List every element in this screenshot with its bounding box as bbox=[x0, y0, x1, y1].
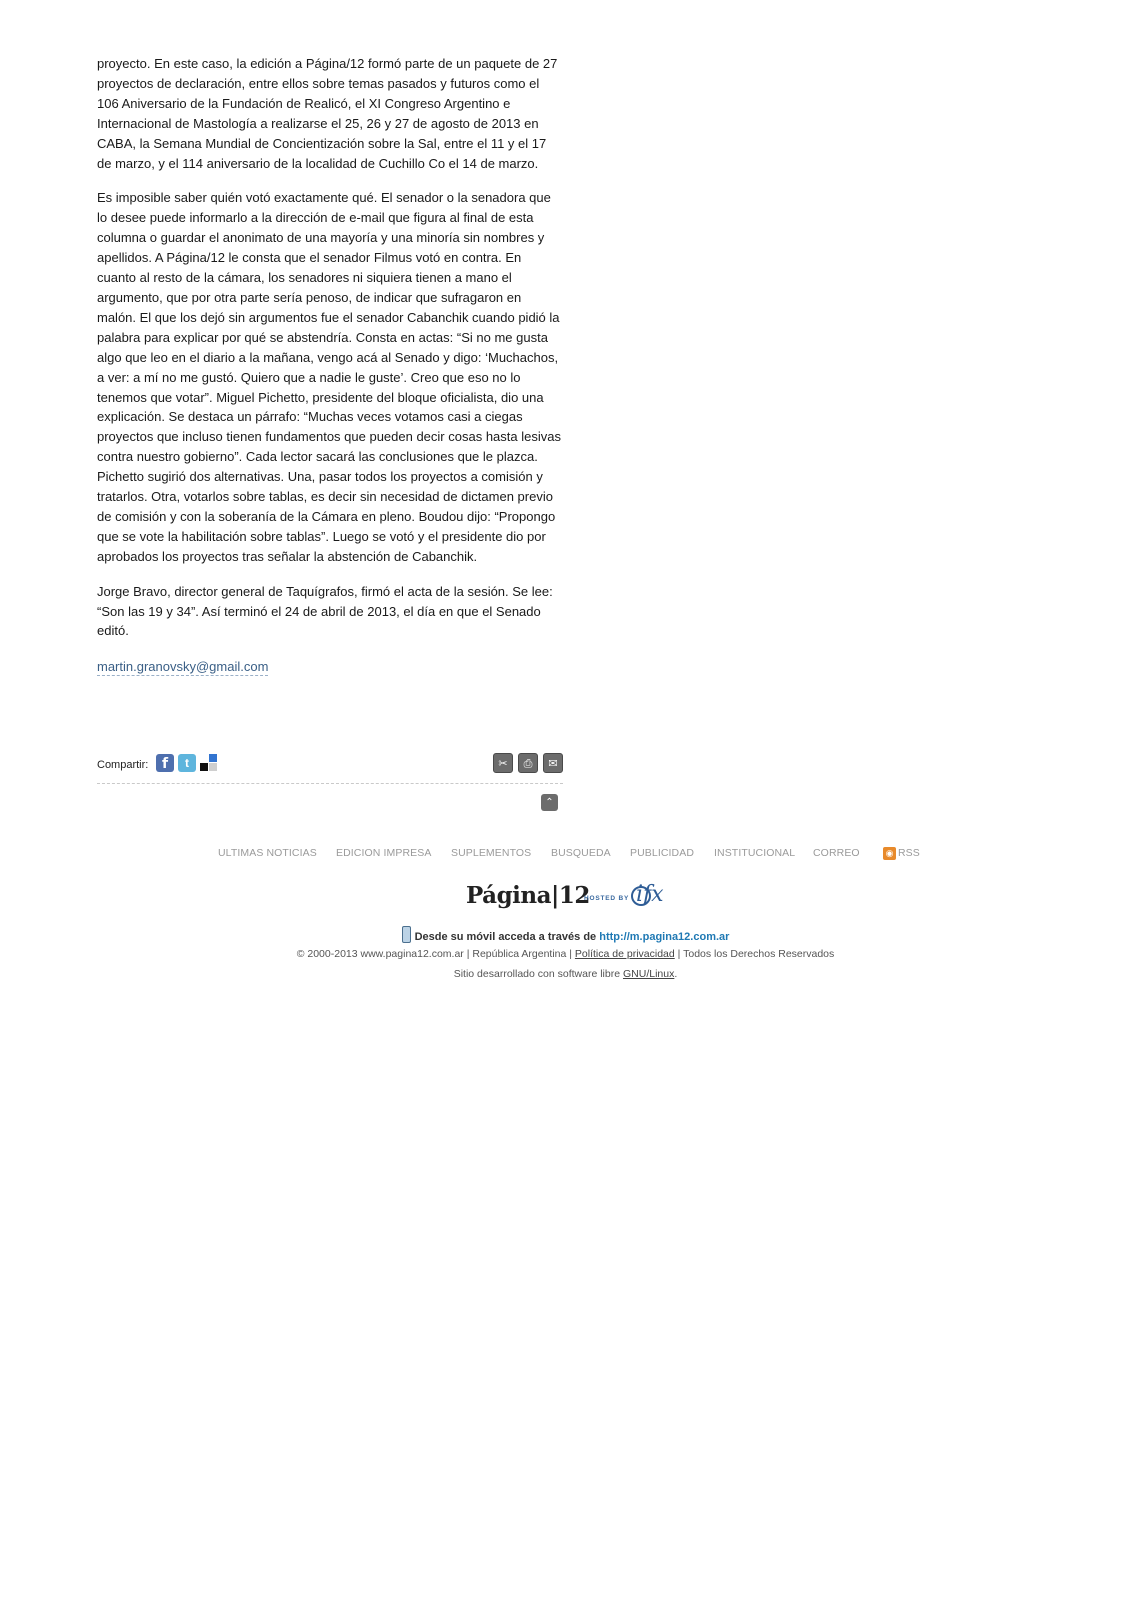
nav-ultimas-noticias[interactable]: ULTIMAS NOTICIAS bbox=[218, 847, 317, 859]
mobile-text: Desde su móvil acceda a través de bbox=[414, 931, 597, 943]
gnu-linux-link[interactable]: GNU/Linux bbox=[622, 968, 675, 980]
cut-icon[interactable]: ✂ bbox=[493, 753, 513, 773]
software-suffix: . bbox=[674, 968, 678, 980]
nav-edicion-impresa[interactable]: EDICION IMPRESA bbox=[336, 847, 432, 859]
delicious-icon[interactable] bbox=[200, 754, 218, 772]
divider bbox=[97, 783, 563, 784]
article-body bbox=[97, 54, 563, 676]
article-paragraph-1: proyecto. En este caso, la edición a Página/12 formó parte de un paquete de 27 proyectos de declaración, entre ellos sobre temas pasados y futuros como el 106 Aniversario de la Fundación de Realicó, el XI Congreso Argentino e Internacional de Mastología a realizarse el 25, 26 y 27 de agosto de 2013 en CABA, la Semana Mundial de Concientización sobre la Sal, entre el 11 y el 17 de marzo, y el 114 aniversario de la localidad de Cuchillo Co el 14 de marzo. bbox=[97, 56, 558, 171]
software-prefix: Sitio desarrollado con software libre bbox=[453, 968, 621, 980]
site-logo[interactable] bbox=[466, 882, 676, 916]
author-email-link[interactable]: martin.granovsky@gmail.com bbox=[97, 659, 269, 675]
share-bar bbox=[97, 752, 563, 774]
article-paragraph-3: Jorge Bravo, director general de Taquígrafos, firmó el acta de la sesión. Se lee: “Son las 19 y 34”. Así terminó el 24 de abril de 2013, el día en que el Senado editó. bbox=[97, 583, 553, 639]
facebook-icon[interactable]: f bbox=[156, 754, 174, 772]
mobile-site-link[interactable]: http://m.pagina12.com.ar bbox=[599, 931, 730, 943]
mobile-access-line bbox=[0, 926, 1131, 943]
nav-busqueda[interactable]: BUSQUEDA bbox=[551, 847, 611, 859]
email-icon[interactable]: ✉ bbox=[543, 753, 563, 773]
privacy-policy-link[interactable]: Política de privacidad bbox=[574, 948, 675, 960]
ifx-logo-text: ifx bbox=[636, 882, 664, 907]
logo-text: Página|12 bbox=[466, 882, 590, 909]
copyright-line bbox=[0, 948, 1131, 960]
hosted-by-label: HOSTED BY bbox=[584, 895, 630, 902]
copyright-prefix: © 2000-2013 www.pagina12.com.ar | República Argentina | bbox=[296, 948, 572, 960]
nav-institucional[interactable]: INSTITUCIONAL bbox=[714, 847, 796, 859]
nav-publicidad[interactable]: PUBLICIDAD bbox=[630, 847, 695, 859]
nav-rss[interactable]: RSS bbox=[898, 847, 920, 859]
rss-icon[interactable]: ◉ bbox=[883, 847, 896, 860]
copyright-suffix: | Todos los Derechos Reservados bbox=[677, 948, 835, 960]
back-to-top-icon[interactable]: ⌃ bbox=[541, 794, 558, 811]
software-line bbox=[0, 968, 1131, 980]
nav-suplementos[interactable]: SUPLEMENTOS bbox=[451, 847, 532, 859]
nav-correo[interactable]: CORREO bbox=[813, 847, 860, 859]
share-label: Compartir: bbox=[97, 759, 149, 771]
article-paragraph-2: Es imposible saber quién votó exactamente qué. El senador o la senadora que lo desee puede informarlo a la dirección de e-mail que figura al final de esta columna o guardar el anonimato de una mayoría y una minoría sin nombres y apellidos. A Página/12 le consta que el senador Filmus votó en contra. En cuanto al resto de la cámara, los senadores ni siquiera tienen a mano el argumento, que por otra parte sería penoso, de indicar que sufragaron en malón. El que los dejó sin argumentos fue el senador Cabanchik cuando pidió la palabra para explicar por qué se abstendría. Consta en actas: “Si no me gusta algo que leo en el diario a la mañana, vengo acá al Senado y digo: ‘Muchachos, a ver: a mí no me gustó. Quiero que a nadie le guste’. Creo que eso no lo tenemos que votar”. Miguel Pichetto, presidente del bloque oficialista, dio una explicación. Se destaca un párrafo: “Muchas veces votamos casi a ciegas proyectos que incluso tienen fundamentos que pueden decir cosas hasta lesivas contra nuestro gobierno”. Cada lector sacará las conclusiones que le plazca. Pichetto sugirió dos alternativas. Una, pasar todos los proyectos a comisión y tratarlos. Otra, votarlos sobre tablas, es decir sin necesidad de dictamen previo de comisión y con la soberanía de la Cámara en pleno. Boudou dijo: “Propongo que se vote la habilitación sobre tablas”. Luego se votó y el presidente dio por aprobados los proyectos tras señalar la abstención de Cabanchik. bbox=[97, 190, 561, 564]
mobile-phone-icon bbox=[402, 926, 411, 943]
print-icon[interactable]: ⎙ bbox=[518, 753, 538, 773]
footer-nav bbox=[0, 847, 1131, 863]
twitter-icon[interactable]: t bbox=[178, 754, 196, 772]
